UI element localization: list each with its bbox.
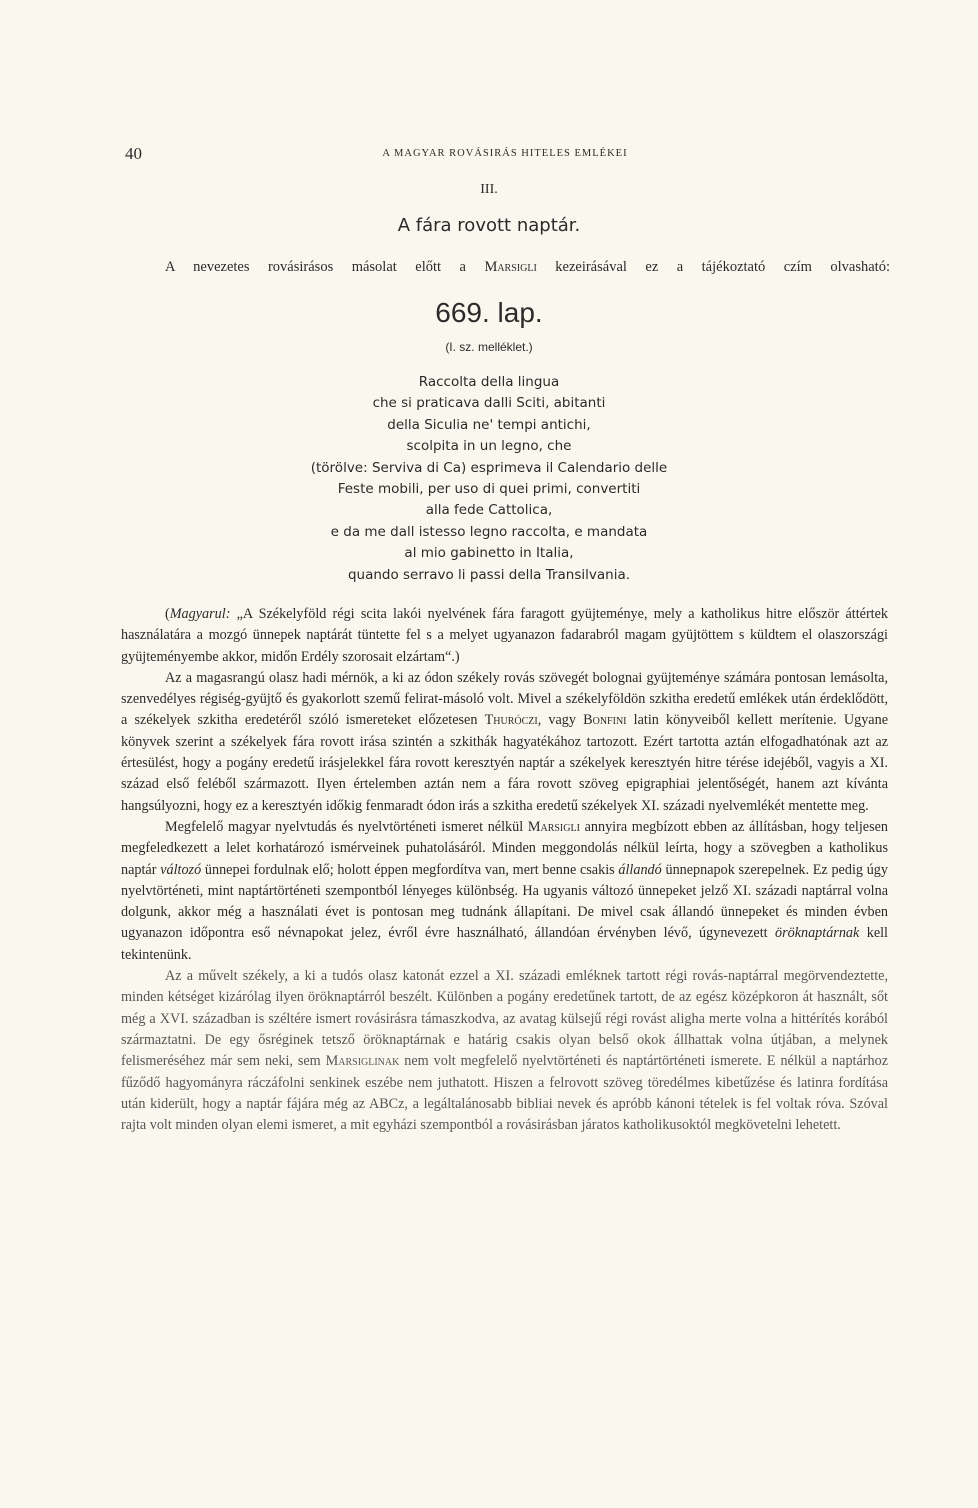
section-number: III. <box>480 182 498 197</box>
quote-line: quando serravo li passi della Transilvania. <box>347 566 631 583</box>
quote-line: e da me dall istesso legno raccolta, e mandata <box>330 523 648 540</box>
running-head <box>125 144 885 166</box>
emphasis-oroknaptarnak: öröknaptárnak <box>774 925 860 942</box>
quote-line: (törölve: Serviva di Ca) esprimeva il Calendario delle <box>310 459 668 476</box>
author-name-marsigli: Marsigli <box>527 818 580 835</box>
page-number: 40 <box>125 144 142 163</box>
intro-line <box>165 259 890 276</box>
paragraph-2 <box>121 668 888 817</box>
paragraph-text: annyira megbízott ebben az állításban, hogy teljesen megfeledkezett a lelet korhatározó ismérveinek puhatolásáról. Minden meggondolás nélkül leírta, hogy a szövegben a katholikus naptár <box>121 818 888 878</box>
quote-line: Feste mobili, per uso di quei primi, convertiti <box>337 481 641 498</box>
lap-heading: 669. lap. <box>435 297 543 328</box>
quote-line: della Siculia ne' tempi antichi, <box>387 416 591 433</box>
author-name-bonfini: Bonfini <box>583 712 627 729</box>
quote-line: alla fede Cattolica, <box>425 502 553 519</box>
intro-text-before: A nevezetes rovásirásos másolat előtt a <box>165 259 485 275</box>
emphasis-valtozo: változó <box>160 861 202 878</box>
paragraph-text: nem volt megfelelő nyelvtörténeti és naptártörténeti ismerete. E nélkül a naptárhoz fűződő hagyományra ráczáfolni senkinek eszébe nem juthatott. Hiszen a felrovott szöveg töredélmes kibetűzése és latinra fordítása után kiderült, hogy a naptár fájára még az ABCz, a legáltalánosabb bibliai nevek és apróbb kánoni tételek is fel voltak róva. Szóval rajta volt minden olyan elemi ismeret, a mit egyházi szempontból a rovásirásban járatos katholikusoktól megkövetelni lehetett. <box>121 1053 888 1134</box>
author-name-thuroczi: Thuróczi <box>484 712 538 729</box>
body-text <box>121 604 888 1136</box>
paragraph-text: ünnepnapok szerepelnek. Ez pedig úgy nyelvtörténeti, mint naptártörténeti szempontból lényeges különbség. Ha ugyanis változó ünnepeket jelző XI. századi naptárral volna dolgunk, akkor még a használati évet is pontosan meg tudnánk állapítani. De mivel csak állandó ünnepeket és minden évben ugyanazon időpontra eső névnapokat jelez, évről évre használható, állandóan érvényben lévő, úgynevezett <box>121 861 888 942</box>
section-title: A fára rovott naptár. <box>397 215 581 236</box>
paragraph-text: , vagy <box>537 712 584 729</box>
translation-label: Magyarul: <box>169 606 231 622</box>
paragraph-3 <box>121 817 888 966</box>
paragraph-text: Az a művelt székely, a ki a tudós olasz katonát ezzel a XI. századi emléknek tartott régi rovás-naptárral megörvendeztette, minden kétséget kizárólag ilyen öröknaptárról beszélt. Különben a pogány eredetűnek tartott, de az egész középkoron át használt, sőt még a XVI. században is széltére ismert rovásirásra támaszkodva, az avatag külsejű régi rovást aligha merte volna a hittérítés korából származtatni. De egy ősréginek tetsző öröknaptárnak e határig csakis olyan belső okok állhattak volna útjában, a melynek felismeréséhez már sem neki, sem <box>121 968 888 1070</box>
translation-text: „A Székelyföld régi scita lakói nyelvének fára faragott gyüjteménye, mely a katholikus hitre először áttértek használatára a mozgó ünnepek naptárát tüntette fel s a melyet ugyanazon fadarabról magam gyüjtöttem s küldtem el olaszországi gyüjteményembe akkor, midőn Erdély szorosait elzártam“.) <box>121 606 888 665</box>
emphasis-allando: állandó <box>618 861 662 878</box>
author-name-marsiglinak: Marsiglinak <box>325 1053 400 1070</box>
intro-text-after: kezeirásával ez a tájékoztató czím olvasható: <box>536 259 890 275</box>
author-name-marsigli: Marsigli <box>484 259 537 275</box>
paragraph-text: latin könyveiből kellett merítenie. Ugyane könyvek szerint a székelyek fára rovott irása szintén a szkithák hagyatékához tartozott. Ezért tartotta aztán elfogadhatónak azt az értesülést, hogy a pogány eredetű irásjelekkel fára rovott keresztyén naptár a székelyek keresztyén hitre térése idejéből, vagyis a XI. század első feléből származott. Ilyen értelemben aztán nem a fára rovott szöveg epigraphiai jelentőségét, hanem azt kívánta hangsúlyozni, hogy ez a keresztyén időkig fenmaradt ódon irás a szkitha eredetű székelyek XI. századi nyelvemlékét mentette meg. <box>121 712 888 814</box>
quote-line: al mio gabinetto in Italia, <box>404 545 574 562</box>
appendix-note: (I. sz. melléklet.) <box>445 340 533 354</box>
paragraph-text: Az a magasrangú olasz hadi mérnök, a ki az ódon székely rovás szövegét bolognai gyüjteménye számára pontosan lemásolta, szenvedélyes régiség-gyüjtő és gyakorlott szemű felirat-másoló volt. Mivel a székelyföldön szkitha eredetű emlékek után érdeklődött, a székelyek szkitha eredetéről szóló ismereteket előzetesen <box>121 669 888 729</box>
quote-line: che si praticava dalli Sciti, abitanti <box>372 395 606 412</box>
quote-line: scolpita in un legno, che <box>406 438 572 455</box>
paragraph-text: Megfelelő magyar nyelvtudás és nyelvtörténeti ismeret nélkül <box>165 818 528 835</box>
running-title: A MAGYAR ROVÁSIRÁS HITELES EMLÉKEI <box>382 148 628 159</box>
italian-quote <box>0 372 978 586</box>
paragraph-translation: (Magyarul: „A Székelyföld régi scita lakói nyelvének fára faragott gyüjteménye, mely a katholikus hitre először áttértek használatára a mozgó ünnepek naptárát tüntette fel s a melyet ugyanazon fadarabról magam gyüjtöttem s küldtem el olaszországi gyüjteményembe akkor, midőn Erdély szorosait elzártam“.) <box>121 606 888 665</box>
paragraph-text: kell tekintenünk. <box>121 925 888 963</box>
paragraph-4 <box>121 966 888 1136</box>
quote-line: Raccolta della lingua <box>418 374 560 390</box>
paragraph-text: ünnepei fordulnak elő; holott éppen megfordítva van, mert benne csakis <box>201 861 619 878</box>
